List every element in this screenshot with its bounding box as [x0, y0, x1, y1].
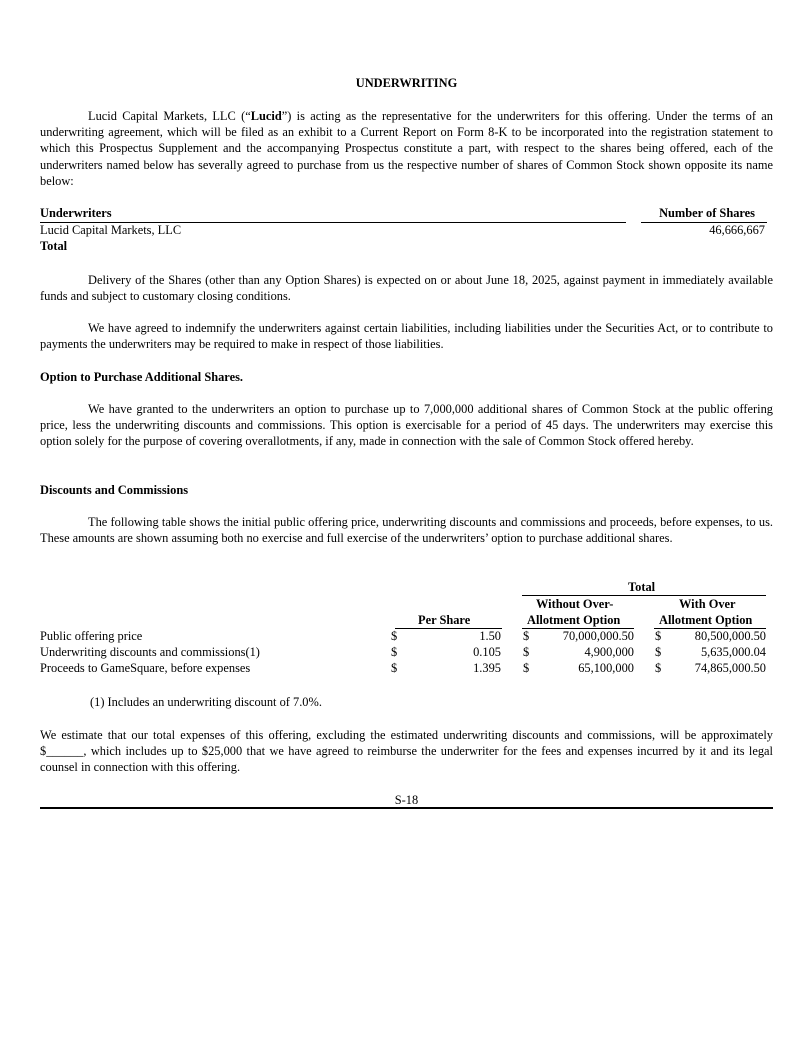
section-title: UNDERWRITING [355, 76, 458, 90]
without-header-line1: Without Over- [536, 597, 614, 611]
per-share-value: 1.395 [473, 661, 501, 675]
discounts-paragraph [40, 514, 773, 546]
underwriter-shares: 46,666,667 [709, 223, 765, 237]
with-value: 74,865,000.50 [694, 661, 766, 675]
intro-post: ”) is acting as the representative for the underwriters for this offering. Under the terms of an underwriting agreement, which will be filed as an exhibit to a Current Report on Form 8-K to be incorporated into the registration statement to which this Prospectus Supplement and the accompanying Prospectus constitute a part, with respect to the shares being offered, each of the underwriters named below has severally agreed to purchase from us the respective number of shares of Common Stock shown opposite its name below: [40, 109, 773, 188]
option-text: We have granted to the underwriters an option to purchase up to 7,000,000 additional shares of Common Stock at the public offering price, less the underwriting discounts and commissions. This option is exercisable for a period of 45 days. The underwriters may exercise this option solely for the purpose of covering overallotments, if any, made in connection with the sale of Common Stock offered hereby. [40, 402, 773, 449]
col-number-of-shares: Number of Shares [659, 206, 755, 220]
with-header-line2: Allotment Option [659, 613, 753, 627]
currency-symbol: $ [523, 629, 530, 643]
with-value: 5,635,000.04 [700, 645, 766, 659]
underwriters-table-header [40, 206, 773, 223]
currency-symbol: $ [655, 629, 662, 643]
delivery-paragraph [40, 272, 773, 304]
without-value: 4,900,000 [584, 645, 634, 659]
currency-symbol: $ [391, 645, 398, 659]
intro-paragraph [40, 108, 773, 189]
indemnify-text: We have agreed to indemnify the underwriters against certain liabilities, including liabilities under the Securities Act, or to contribute to payments the underwriters may be required to make in respect of those liabilities. [40, 321, 773, 352]
row-label: Underwriting discounts and commissions(1) [40, 645, 260, 659]
option-paragraph [40, 401, 773, 450]
currency-symbol: $ [655, 645, 662, 659]
col-underwriters: Underwriters [40, 206, 112, 220]
page-bottom-rule [40, 807, 773, 809]
without-header-line2: Allotment Option [527, 613, 621, 627]
option-heading: Option to Purchase Additional Shares. [40, 370, 243, 384]
total-header-underline [522, 595, 766, 596]
discounts-heading: Discounts and Commissions [40, 483, 189, 497]
expenses-paragraph [40, 727, 773, 776]
without-value: 70,000,000.50 [562, 629, 634, 643]
footnote: (1) Includes an underwriting discount of 7.0%. [90, 695, 322, 709]
table-row [40, 223, 773, 239]
discounts-text: The following table shows the initial public offering price, underwriting discounts and commissions and proceeds, before expenses, to us. These amounts are shown assuming both no exercise and full exercise of the underwriters’ option to purchase additional shares. [40, 515, 773, 546]
intro-bold: Lucid [250, 109, 282, 123]
currency-symbol: $ [655, 661, 662, 675]
underwriter-name: Lucid Capital Markets, LLC [40, 223, 182, 237]
per-share-header: Per Share [418, 613, 471, 627]
currency-symbol: $ [523, 661, 530, 675]
with-value: 80,500,000.50 [694, 629, 766, 643]
expenses-text: We estimate that our total expenses of this offering, excluding the estimated underwriting discounts and commissions, will be approximately $______, which includes up to $25,000 that we have agreed to reimburse the underwriter for the fees and expenses incurred by it and its legal counsel in connection with this offering. [40, 728, 773, 775]
page-number: S-18 [394, 793, 419, 807]
indemnify-paragraph [40, 320, 773, 352]
currency-symbol: $ [391, 661, 398, 675]
per-share-value: 1.50 [479, 629, 501, 643]
discounts-table [40, 580, 773, 680]
delivery-text: Delivery of the Shares (other than any Option Shares) is expected on or about June 18, 2025, against payment in immediately available funds and subject to customary closing conditions. [40, 273, 773, 304]
underwriters-total-label: Total [40, 239, 68, 253]
intro-pre: Lucid Capital Markets, LLC (“ [88, 109, 251, 123]
per-share-value: 0.105 [473, 645, 501, 659]
row-label: Proceeds to GameSquare, before expenses [40, 661, 251, 675]
currency-symbol: $ [391, 629, 398, 643]
without-value: 65,100,000 [578, 661, 634, 675]
row-label: Public offering price [40, 629, 143, 643]
total-header: Total [628, 580, 656, 594]
currency-symbol: $ [523, 645, 530, 659]
with-header-line1: With Over [679, 597, 736, 611]
